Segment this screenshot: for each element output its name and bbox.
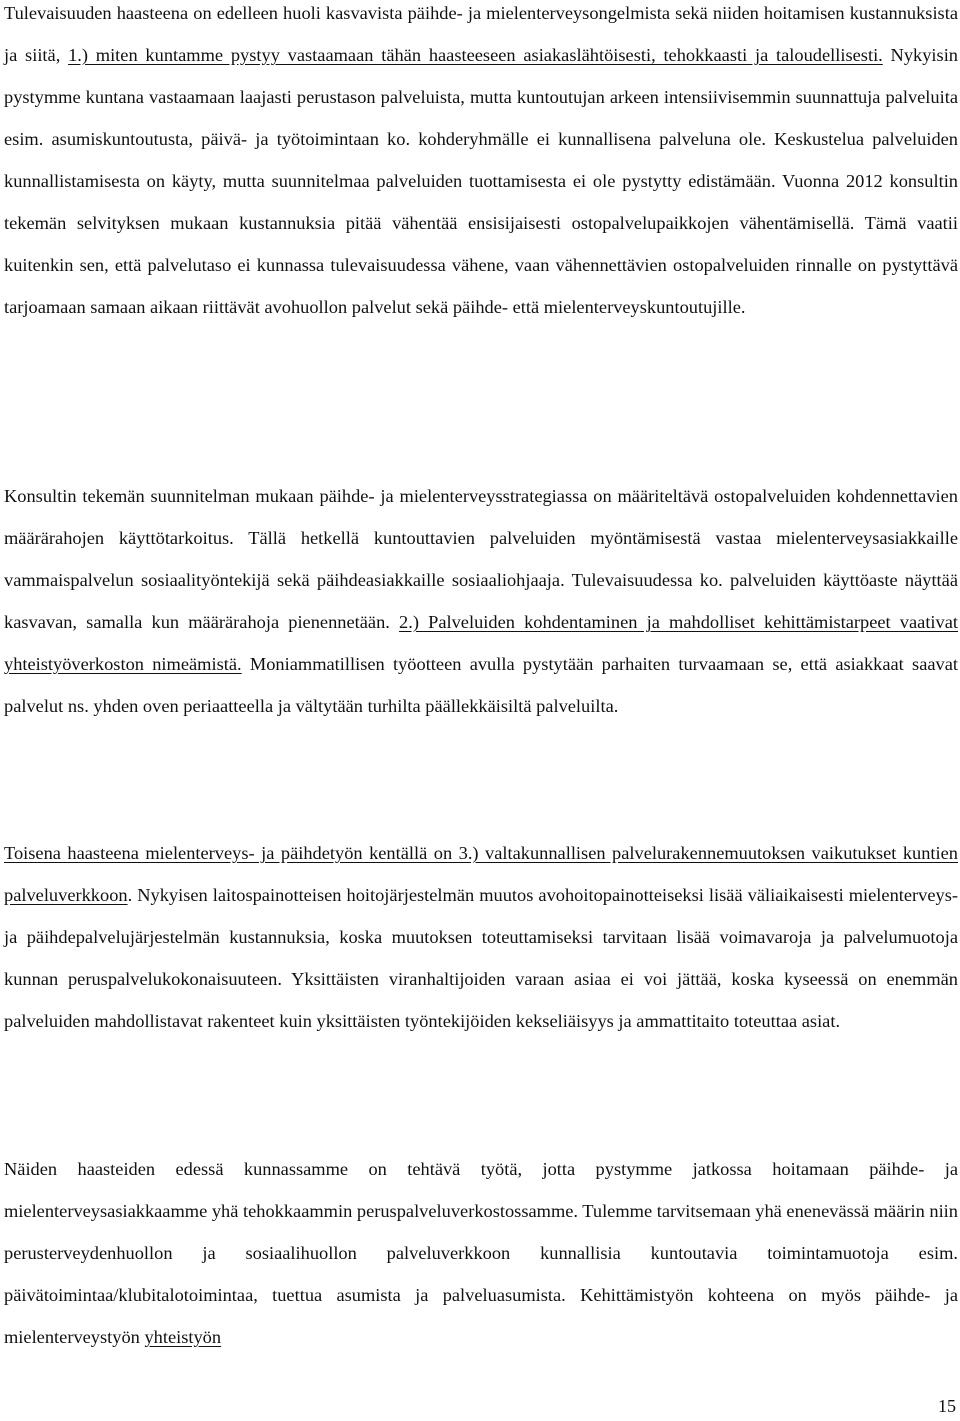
- paragraph-3-text-a: . Nykyisen laitospainotteisen hoitojärjestelmän muutos avohoitopainotteiseksi lisää väliaikaisesti mielenterveys- ja päihdepalvelujärjestelmän kustannuksia, koska muutoksen toteuttamiseksi tarvitaan lisää voimavaroja ja palvelumuotoja kunnan peruspalvelukokonaisuuteen. Yksittäisten viranhaltijoiden varaan asiaa ei voi jättää, koska kyseessä on enemmän palveluiden mahdollistavat rakenteet kuin yksittäisten työntekijöiden kekseliäisyys ja ammattitaito toteuttaa asiat.: [4, 885, 958, 1031]
- page-number: 15: [938, 1396, 956, 1416]
- paragraph-2-text-b: Moniammatillisen työotteen avulla pystytään parhaiten turvaamaan se, että asiakkaat saavat palvelut ns. yhden oven periaatteella ja vältytään turhilta päällekkäisiltä palveluilta.: [4, 654, 958, 716]
- paragraph-2-underlined-heading: 2.) Palveluiden kohdentaminen ja mahdolliset kehittämistarpeet vaativat yhteistyöverkoston nimeämistä.: [4, 612, 959, 674]
- paragraph-1-underlined-heading: 1.) miten kuntamme pystyy vastaamaan tähän haasteeseen asiakaslähtöisesti, tehokkaasti ja taloudellisesti.: [68, 45, 883, 65]
- paragraph-4-underlined-word: yhteistyön: [144, 1327, 222, 1347]
- paragraph-2-text-a: Konsultin tekemän suunnitelman mukaan päihde- ja mielenterveysstrategiassa on määriteltävä ostopalveluiden kohdennettavien määrärahojen käyttötarkoitus. Tällä hetkellä kuntouttavien palveluiden myöntämisestä vastaa mielenterveysasiakkaille vammaispalvelun sosiaalityöntekijä sekä päihdeasiakkaille sosiaaliohjaaja. Tulevaisuudessa ko. palveluiden käyttöaste näyttää kasvavan, samalla kun määrärahoja pienennetään.: [4, 486, 958, 632]
- paragraph-1: [4, 0, 958, 328]
- paragraph-1-text-a: Tulevaisuuden haasteena on edelleen huoli kasvavista päihde- ja mielenterveysongelmista sekä niiden hoitamisen kustannuksista ja siitä,: [4, 3, 958, 65]
- paragraph-2: [4, 475, 958, 727]
- paragraph-4: [4, 1148, 958, 1358]
- paragraph-4-text-a: Näiden haasteiden edessä kunnassamme on tehtävä työtä, jotta pystymme jatkossa hoitamaan päihde- ja mielenterveysasiakkaamme yhä tehokkaammin peruspalveluverkostossamme. Tulemme tarvitsemaan yhä enenevässä määrin niin perusterveydenhuollon ja sosiaalihuollon palveluverkkoon kunnallisia kuntoutavia toimintamuotoja esim. päivätoimintaa/klubitalotoimintaa, tuettua asumista ja palveluasumista. Kehittämistyön kohteena on myös päihde- ja mielenterveystyön: [4, 1159, 958, 1347]
- paragraph-1-text-b: Nykyisin pystymme kuntana vastaamaan laajasti perustason palveluista, mutta kuntoutujan arkeen intensiivisemmin suunnattuja palveluita esim. asumiskuntoutusta, päivä- ja työtoimintaan ko. kohderyhmälle ei kunnallisena palveluna ole. Keskustelua palveluiden kunnallistamisesta on käyty, mutta suunnitelmaa palveluiden tuottamisesta ei ole pystytty edistämään. Vuonna 2012 konsultin tekemän selvityksen mukaan kustannuksia pitää vähentää ensisijaisesti ostopalvelupaikkojen vähentämisellä. Tämä vaatii kuitenkin sen, että palvelutaso ei kunnassa tulevaisuudessa vähene, vaan vähennettävien ostopalveluiden rinnalle on pystyttävä tarjoamaan samaan aikaan riittävät avohuollon palvelut sekä päihde- että mielenterveyskuntoutujille.: [4, 45, 958, 317]
- paragraph-3-underlined-heading: Toisena haasteena mielenterveys- ja päihdetyön kentällä on 3.) valtakunnallisen palvelurakennemuutoksen vaikutukset kuntien palveluverkkoon: [4, 843, 958, 905]
- paragraph-3: [4, 832, 958, 1042]
